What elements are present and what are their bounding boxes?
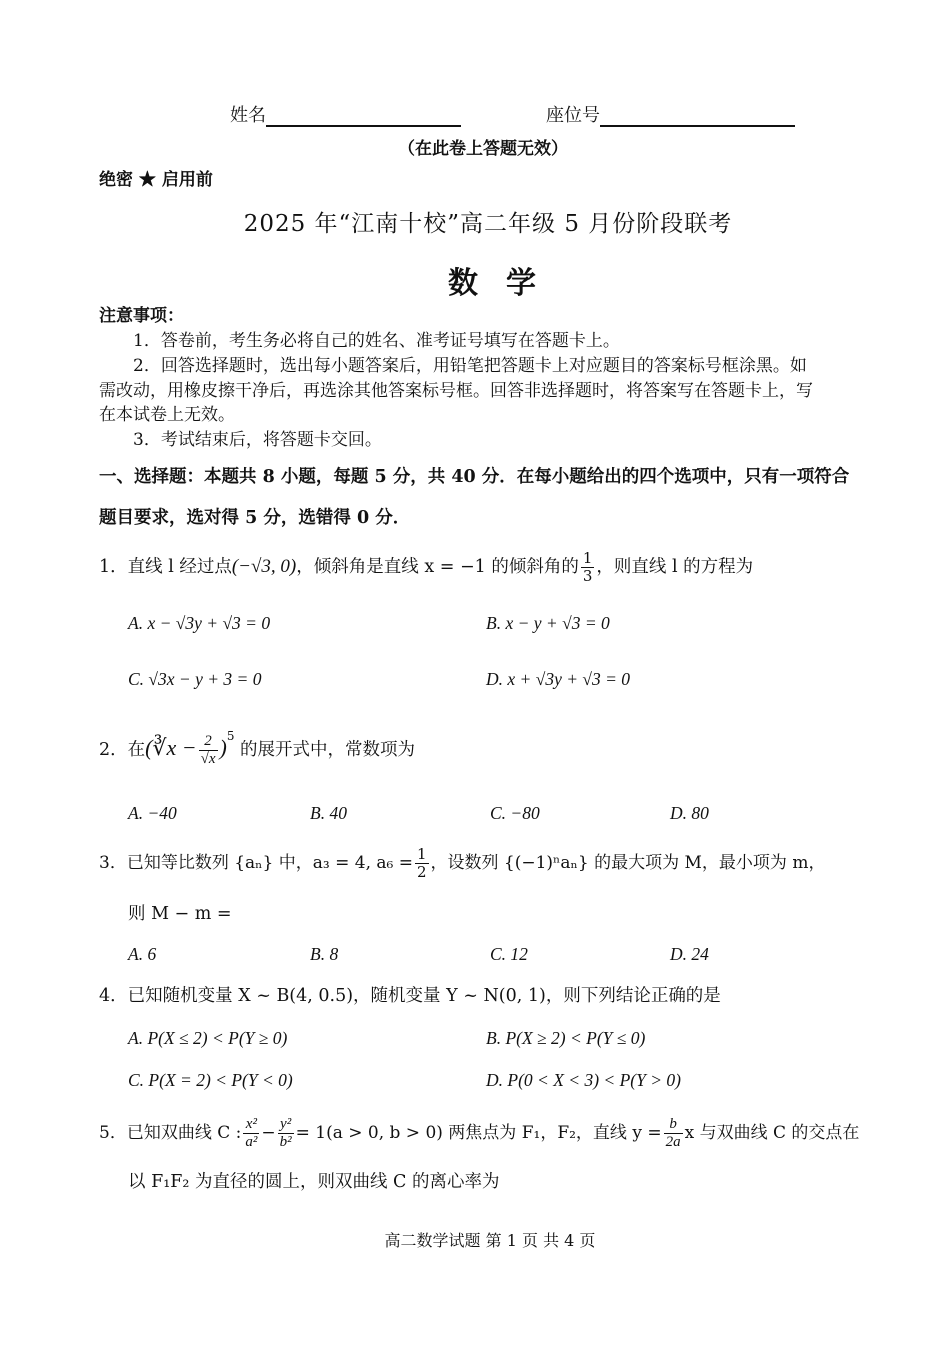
q2-text-a: 2．在 (99, 739, 146, 760)
q2-option-b: B. 40 (310, 803, 347, 823)
note-item-1: 1．答卷前，考生务必将自己的姓名、准考证号填写在答题卡上。 (133, 331, 620, 351)
note-item-2c: 在本试卷上无效。 (99, 405, 235, 425)
q1-option-b: B. x − y + √3 = 0 (486, 613, 610, 633)
subject-title: 数学 (448, 266, 564, 301)
q2-option-a: A. −40 (128, 803, 177, 823)
q2-expr-a: (∛x − (145, 734, 197, 760)
q1-text-c: ，则直线 l 的方程为 (596, 557, 754, 577)
q4-option-c: C. P(X = 2) < P(Y < 0) (128, 1070, 293, 1090)
note-item-3: 3．考试结束后，将答题卡交回。 (133, 430, 382, 450)
q5-fraction-1 (243, 1116, 259, 1151)
q1-option-c: C. √3x − y + 3 = 0 (128, 669, 262, 689)
q2-frac-den: √x (200, 750, 216, 767)
q1-point: (−√3, 0) (231, 556, 297, 577)
q5-frac2-den: b² (279, 1134, 292, 1150)
q5-frac2-num: y² (278, 1116, 294, 1134)
q5-text-b: = 1(a > 0, b > 0) 两焦点为 F₁，F₂，直线 y = (295, 1123, 662, 1143)
q2-frac-num: 2 (199, 733, 218, 751)
q3-fraction (415, 846, 429, 881)
q2-fraction (199, 733, 218, 768)
q1-text-b: ，倾斜角是直线 x = −1 的倾斜角的 (296, 557, 579, 577)
section-heading-line2: 题目要求，选对得 5 分，选错得 0 分． (99, 508, 411, 528)
note-item-2a: 2．回答选择题时，选出每小题答案后，用铅笔把答题卡上对应题目的答案标号框涂黑。如 (133, 356, 807, 376)
q3-line2: 则 M − m = (128, 904, 232, 924)
secret-mark: 绝密 ★ 启用前 (99, 170, 213, 190)
name-field (230, 101, 461, 127)
q4-option-a: A. P(X ≤ 2) < P(Y ≥ 0) (128, 1028, 288, 1048)
q5-minus: − (261, 1123, 276, 1143)
q1-frac-den: 3 (582, 567, 593, 585)
q3-option-c: C. 12 (490, 944, 528, 964)
q5-line2: 以 F₁F₂ 为直径的圆上，则双曲线 C 的离心率为 (128, 1172, 500, 1192)
q3-text-b: ，设数列 {(−1)ⁿaₙ} 的最大项为 M，最小项为 m， (430, 853, 826, 873)
q3-frac-num: 1 (416, 845, 427, 863)
q2-expr-b: ) (219, 734, 227, 760)
name-label: 姓名 (230, 105, 266, 126)
q1-text-a: 1．直线 l 经过点 (99, 557, 232, 577)
q5-text-c: x 与双曲线 C 的交点在 (684, 1123, 860, 1143)
q5-frac1-num: x² (243, 1116, 259, 1134)
question-4: 4．已知随机变量 X ~ B(4, 0.5)，随机变量 Y ~ N(0, 1)，则下列结论正确的是 (99, 986, 721, 1006)
q5-frac3-den: 2a (665, 1134, 681, 1150)
q3-text-a: 3．已知等比数列 {aₙ} 中，a₃ = 4, a₆ = (99, 853, 413, 873)
notes-heading: 注意事项： (99, 306, 184, 326)
q3-option-a: A. 6 (128, 944, 157, 964)
q1-frac-num: 1 (582, 549, 593, 567)
question-5 (99, 1116, 859, 1151)
q4-option-b: B. P(X ≥ 2) < P(Y ≤ 0) (486, 1028, 646, 1048)
invalid-note: （在此卷上答题无效） (398, 139, 568, 159)
q5-frac1-den: a² (245, 1134, 258, 1150)
note-item-2b: 需改动，用橡皮擦干净后，再选涂其他答案标号框。回答非选择题时，将答案写在答题卡上，写 (99, 381, 813, 401)
question-3 (99, 846, 825, 881)
q3-option-b: B. 8 (310, 944, 339, 964)
q5-frac3-num: b (664, 1116, 683, 1134)
q1-option-d: D. x + √3y + √3 = 0 (486, 669, 631, 689)
section-heading-line1: 一、选择题：本题共 8 小题，每题 5 分，共 40 分．在每小题给出的四个选项中，只有一项符合 (99, 467, 850, 487)
q1-fraction (581, 550, 595, 585)
q5-fraction-2 (278, 1116, 294, 1151)
exam-title: 2025 年“江南十校”高二年级 5 月份阶段联考 (243, 211, 733, 237)
question-1 (99, 550, 753, 585)
question-2 (99, 729, 416, 768)
q2-text-b: 的展开式中，常数项为 (240, 739, 416, 760)
seat-label: 座位号 (546, 105, 600, 126)
name-blank (266, 105, 461, 127)
q2-option-c: C. −80 (490, 803, 540, 823)
seat-field (546, 101, 795, 127)
q1-option-a: A. x − √3y + √3 = 0 (128, 613, 271, 633)
seat-blank (600, 105, 795, 127)
q2-option-d: D. 80 (670, 803, 709, 823)
q5-text-a: 5．已知双曲线 C : (99, 1123, 242, 1143)
q2-exponent: 5 (226, 729, 235, 743)
q5-fraction-3 (664, 1116, 683, 1151)
q3-frac-den: 2 (416, 863, 427, 881)
q3-option-d: D. 24 (670, 944, 709, 964)
q4-option-d: D. P(0 < X < 3) < P(Y > 0) (486, 1070, 681, 1090)
page-footer: 高二数学试题 第 1 页 共 4 页 (384, 1231, 596, 1250)
